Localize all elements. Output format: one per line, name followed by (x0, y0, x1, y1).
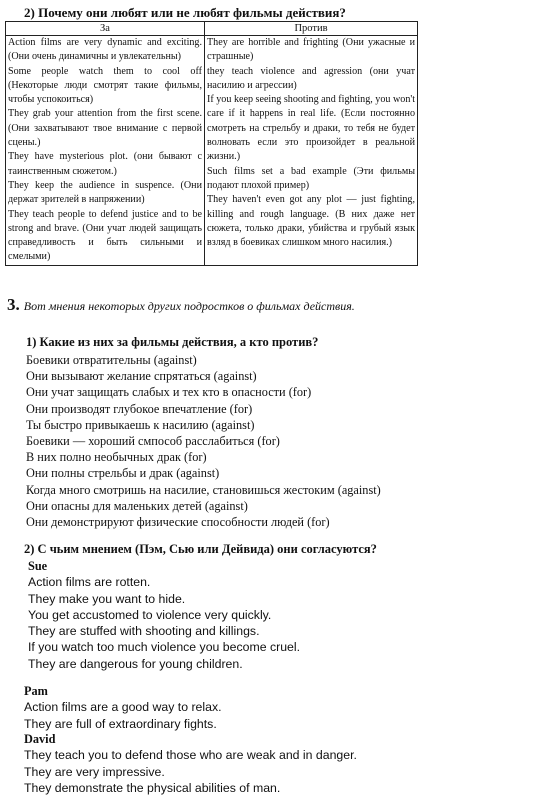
against-column (205, 36, 418, 266)
for-line: They grab your attention from the first scene. (Они захватывают твое внимание с первой сцены.) (8, 108, 202, 149)
list-item: Когда много смотришь на насилие, становишься жестоким (against) (26, 482, 381, 497)
for-column (6, 36, 205, 266)
for-line: They keep the audience in suspence. (Они держат зрителей в напряжении) (8, 179, 202, 206)
sue-opinions (28, 558, 300, 672)
list-item: Они демонстрируют физические способности людей (for) (26, 515, 330, 530)
column-header-for: За (6, 22, 205, 36)
against-line: If you keep seeing shooting and fighting, you won't care if it happens in real life. (Если постоянно смотреть на стрельбу и драки, то тебя не будет волновать если это произойдет в реальной жизни.) (207, 94, 415, 163)
list-item: Боевики отвратительны (against) (26, 353, 197, 367)
for-line: They have mysterious plot. (они бывают с таинственным сюжетом.) (8, 151, 202, 177)
list-item: Они полны стрельбы и драк (against) (26, 466, 220, 481)
against-line: They are horrible and frighting (Они ужасные и страшные) (207, 37, 415, 63)
question-2: 2) С чьим мнением (Пэм, Сью или Дейвида) они согласуются? (24, 542, 377, 556)
list-item: Они учат защищать слабых и тех кто в опасности (for) (26, 385, 312, 400)
list-item: Они вызывают желание спрятаться (against) (26, 369, 257, 384)
opinion-line: Action films are rotten. (28, 575, 151, 590)
list-item: Они опасны для маленьких детей (against) (26, 498, 248, 513)
opinion-line: You get accustomed to violence very quickly. (28, 607, 272, 622)
exercise-number: 3. (7, 295, 20, 314)
opinions-list (5, 352, 417, 530)
list-item: Ты быстро привыкаешь к насилию (against) (26, 417, 255, 432)
for-line: Some people watch them to cool off (Некоторые люди смотрят такие фильмы, чтобы успокоиться) (8, 65, 202, 106)
opinion-line: They are very impressive. (24, 764, 165, 779)
list-item: В них полно необычных драк (for) (26, 450, 207, 465)
opinion-line: They demonstrate the physical abilities of man. (24, 780, 281, 795)
against-line: They haven't even got any plot — just fighting, killing and rough language. (В них даже нет сюжета, только драки, убийства и грубый язык взляд в боевиках слишком много насилия.) (207, 194, 415, 249)
opinion-line: They make you want to hide. (28, 591, 186, 606)
question-1: 1) Какие из них за фильмы действия, а кто против? (26, 335, 319, 349)
section-2-heading: 2) Почему они любят или не любят фильмы действия? (24, 5, 346, 20)
opinion-line: They are stuffed with shooting and killings. (28, 624, 260, 639)
pam-opinions (24, 683, 222, 732)
speaker-name: Sue (28, 559, 48, 573)
for-line: Action films are very dynamic and exciting. (Они очень динамичны и увлекательны) (8, 37, 202, 63)
list-item: Они производят глубокое впечатление (for) (26, 401, 253, 416)
opinion-line: They teach you to defend those who are weak and in danger. (24, 748, 357, 763)
for-line: They teach people to defend justice and to be strong and brave. (Они учат людей защищать справедливость и быть сильными и смелыми) (8, 208, 202, 263)
against-line: they teach violence and agression (они учат насилию и агрессии) (207, 65, 415, 91)
list-item: Боевики — хороший смпособ расслабиться (for) (26, 434, 280, 449)
exercise-3-title (7, 297, 422, 314)
speaker-name: Pam (24, 684, 48, 698)
opinion-line: They are full of extraordinary fights. (24, 716, 217, 731)
column-header-against: Против (205, 22, 418, 36)
speaker-name: David (24, 732, 56, 746)
opinion-line: Action films are a good way to relax. (24, 700, 222, 715)
opinion-line: They are dangerous for young children. (28, 656, 243, 671)
exercise-3-text: Вот мнения некоторых других подростков о фильмах действия. (23, 299, 355, 313)
david-opinions (24, 731, 357, 796)
comparison-table (5, 21, 418, 266)
opinion-line: If you watch too much violence you become cruel. (28, 640, 301, 655)
against-line: Such films set a bad example (Эти фильмы подают плохой пример) (207, 165, 415, 191)
